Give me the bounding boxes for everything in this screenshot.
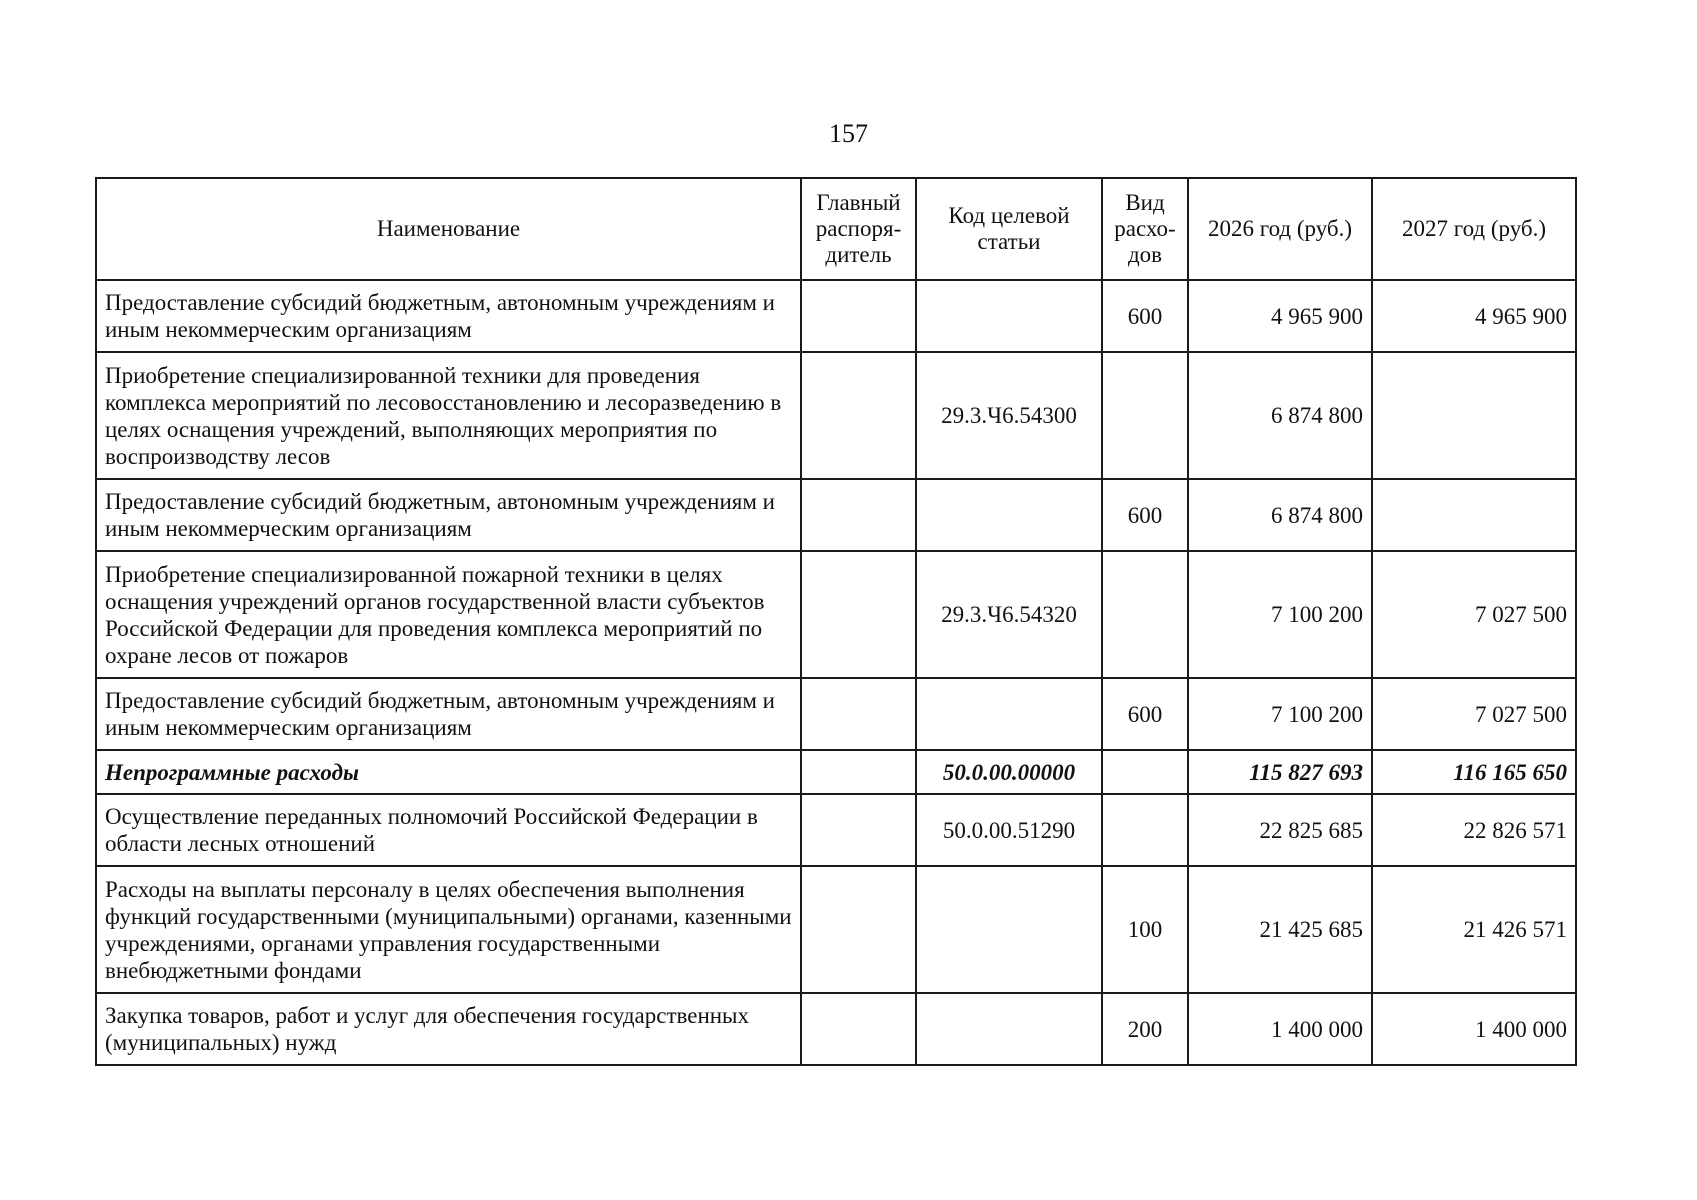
row-2027 [1372,352,1576,479]
row-2026: 22 825 685 [1188,794,1372,866]
row-name: Предоставление субсидий бюджетным, автономным учреждениям и иным некоммерческим организациям [96,479,801,551]
row-code: 29.3.Ч6.54320 [916,551,1102,678]
row-type: 600 [1102,678,1188,750]
row-name: Приобретение специализированной пожарной техники в целях оснащения учреждений органов государственной власти субъектов Российской Федерации для проведения комплекса мероприятий по охране лесов от пожаров [96,551,801,678]
row-code [916,993,1102,1065]
row-2027: 1 400 000 [1372,993,1576,1065]
table-row [96,280,1576,352]
budget-table [95,177,1577,1066]
row-2026: 1 400 000 [1188,993,1372,1065]
row-name: Предоставление субсидий бюджетным, автономным учреждениям и иным некоммерческим организациям [96,678,801,750]
row-manager [801,479,916,551]
row-2026: 6 874 800 [1188,479,1372,551]
row-type: 600 [1102,479,1188,551]
row-2027: 7 027 500 [1372,678,1576,750]
row-manager [801,551,916,678]
row-type [1102,551,1188,678]
table-row-section [96,750,1576,794]
row-name: Закупка товаров, работ и услуг для обеспечения государственных (муниципальных) нужд [96,993,801,1065]
header-year-2027: 2027 год (руб.) [1372,178,1576,280]
table-row [96,352,1576,479]
table-row [96,993,1576,1065]
row-code [916,866,1102,993]
row-name: Приобретение специализированной техники для проведения комплекса мероприятий по лесовосстановлению и лесоразведению в целях оснащения учреждений, выполняющих мероприятия по воспроизводству лесов [96,352,801,479]
row-type: 100 [1102,866,1188,993]
row-2026: 7 100 200 [1188,551,1372,678]
row-manager [801,678,916,750]
table-row [96,479,1576,551]
row-type [1102,352,1188,479]
row-manager [801,352,916,479]
row-code: 50.0.00.00000 [916,750,1102,794]
row-manager [801,993,916,1065]
table-row [96,866,1576,993]
table-header-row [96,178,1576,280]
row-manager [801,794,916,866]
row-code [916,280,1102,352]
row-2027: 4 965 900 [1372,280,1576,352]
table-row [96,551,1576,678]
row-name: Расходы на выплаты персоналу в целях обеспечения выполнения функций государственными (муниципальными) органами, казенными учреждениями, органами управления государственными внебюджетными фондами [96,866,801,993]
page-number: 157 [829,119,868,148]
row-2027 [1372,479,1576,551]
row-2026: 4 965 900 [1188,280,1372,352]
row-code [916,479,1102,551]
row-2026: 7 100 200 [1188,678,1372,750]
row-manager [801,280,916,352]
row-code [916,678,1102,750]
header-target-code: Код целевой статьи [916,178,1102,280]
header-manager: Главный распоря-дитель [801,178,916,280]
row-manager [801,866,916,993]
row-2026: 21 425 685 [1188,866,1372,993]
row-type: 600 [1102,280,1188,352]
row-code: 50.0.00.51290 [916,794,1102,866]
row-type: 200 [1102,993,1188,1065]
row-name: Предоставление субсидий бюджетным, автономным учреждениям и иным некоммерческим организациям [96,280,801,352]
row-2027: 7 027 500 [1372,551,1576,678]
row-code: 29.3.Ч6.54300 [916,352,1102,479]
row-type [1102,750,1188,794]
header-name: Наименование [96,178,801,280]
header-expense-type: Вид расхо-дов [1102,178,1188,280]
row-name: Осуществление переданных полномочий Российской Федерации в области лесных отношений [96,794,801,866]
row-2027: 116 165 650 [1372,750,1576,794]
row-2027: 21 426 571 [1372,866,1576,993]
row-type [1102,794,1188,866]
table-row [96,794,1576,866]
table-row [96,678,1576,750]
row-2027: 22 826 571 [1372,794,1576,866]
row-manager [801,750,916,794]
header-year-2026: 2026 год (руб.) [1188,178,1372,280]
row-2026: 115 827 693 [1188,750,1372,794]
row-name: Непрограммные расходы [96,750,801,794]
row-2026: 6 874 800 [1188,352,1372,479]
